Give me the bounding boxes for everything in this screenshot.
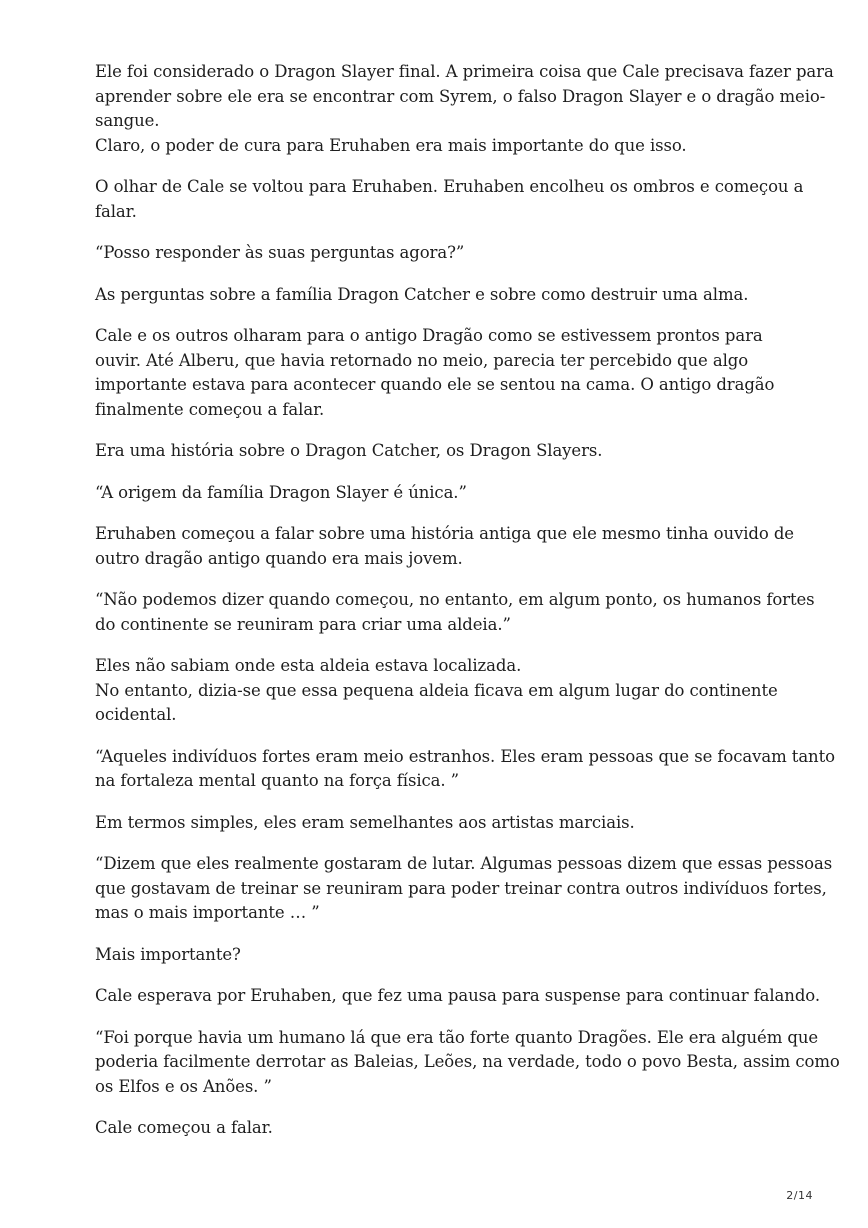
text-line: Mais importante? [95,944,241,964]
text-line: importante estava para acontecer quando ele se sentou na cama. O antigo dragão [95,375,775,394]
text-line: As perguntas sobre a família Dragon Catcher e sobre como destruir uma alma. [95,284,749,304]
text-line: do continente se reuniram para criar uma aldeia.” [95,614,511,634]
text-line: na fortaleza mental quanto na força física. ” [95,771,460,790]
text-line: “Aqueles indivíduos fortes eram meio estranhos. Eles eram pessoas que se focavam tanto [95,746,835,766]
paragraph [95,324,795,422]
paragraph [95,984,820,1009]
text-line: Eruhaben começou a falar sobre uma história antiga que ele mesmo tinha ouvido de [95,524,794,543]
text-line: que gostavam de treinar se reuniram para poder treinar contra outros indivíduos fortes, [95,878,827,898]
text-line: Em termos simples, eles eram semelhantes aos artistas marciais. [95,812,635,832]
text-line: mas o mais importante … ” [95,903,320,922]
paragraph [95,852,833,926]
text-line: Cale começou a falar. [95,1118,273,1137]
paragraph [95,943,795,968]
text-line: poderia facilmente derrotar as Baleias, Leões, na verdade, todo o povo Besta, assim como [95,1052,840,1071]
text-line: “Dizem que eles realmente gostaram de lutar. Algumas pessoas dizem que essas pessoas [95,854,833,873]
paragraph [95,1026,840,1100]
text-line: outro dragão antigo quando era mais jovem. [95,548,463,568]
text-line: falar. [95,201,137,221]
text-line: O olhar de Cale se voltou para Eruhaben. Eruhaben encolheu os ombros e começou a [95,177,804,196]
text-line: “A origem da família Dragon Slayer é única.” [95,482,467,502]
paragraph [95,283,795,308]
paragraph [95,1116,795,1141]
paragraph [95,241,795,266]
paragraph [95,175,804,224]
paragraph [95,481,795,506]
text-line: Ele foi considerado o Dragon Slayer final. A primeira coisa que Cale precisava fazer para [95,62,834,81]
paragraph [95,588,815,637]
text-line: “Não podemos dizer quando começou, no entanto, em algum ponto, os humanos fortes [95,590,815,609]
paragraph [95,439,795,464]
text-line: Era uma história sobre o Dragon Catcher, os Dragon Slayers. [95,441,603,460]
text-line: Claro, o poder de cura para Eruhaben era mais importante do que isso. [95,135,687,155]
text-line: Cale e os outros olharam para o antigo Dragão como se estivessem prontos para [95,326,763,345]
text-line: ocidental. [95,705,177,724]
text-line: os Elfos e os Anões. ” [95,1076,272,1096]
document-body [95,60,840,1158]
text-line: finalmente começou a falar. [95,399,325,419]
paragraph [95,654,795,728]
paragraph [95,60,834,158]
text-line: Cale esperava por Eruhaben, que fez uma pausa para suspense para continuar falando. [95,986,820,1005]
text-line: sangue. [95,111,160,130]
paragraph [95,522,795,571]
paragraph [95,811,795,836]
text-line: “Posso responder às suas perguntas agora?” [95,243,465,262]
text-line: ouvir. Até Alberu, que havia retornado no meio, parecia ter percebido que algo [95,350,749,370]
text-line: “Foi porque havia um humano lá que era tão forte quanto Dragões. Ele era alguém que [95,1027,819,1047]
paragraph [95,745,835,794]
page-number: 2/14 [786,1189,813,1202]
text-line: No entanto, dizia-se que essa pequena aldeia ficava em algum lugar do continente [95,680,778,700]
text-line: aprender sobre ele era se encontrar com Syrem, o falso Dragon Slayer e o dragão meio- [95,86,826,106]
text-line: Eles não sabiam onde esta aldeia estava localizada. [95,656,522,675]
